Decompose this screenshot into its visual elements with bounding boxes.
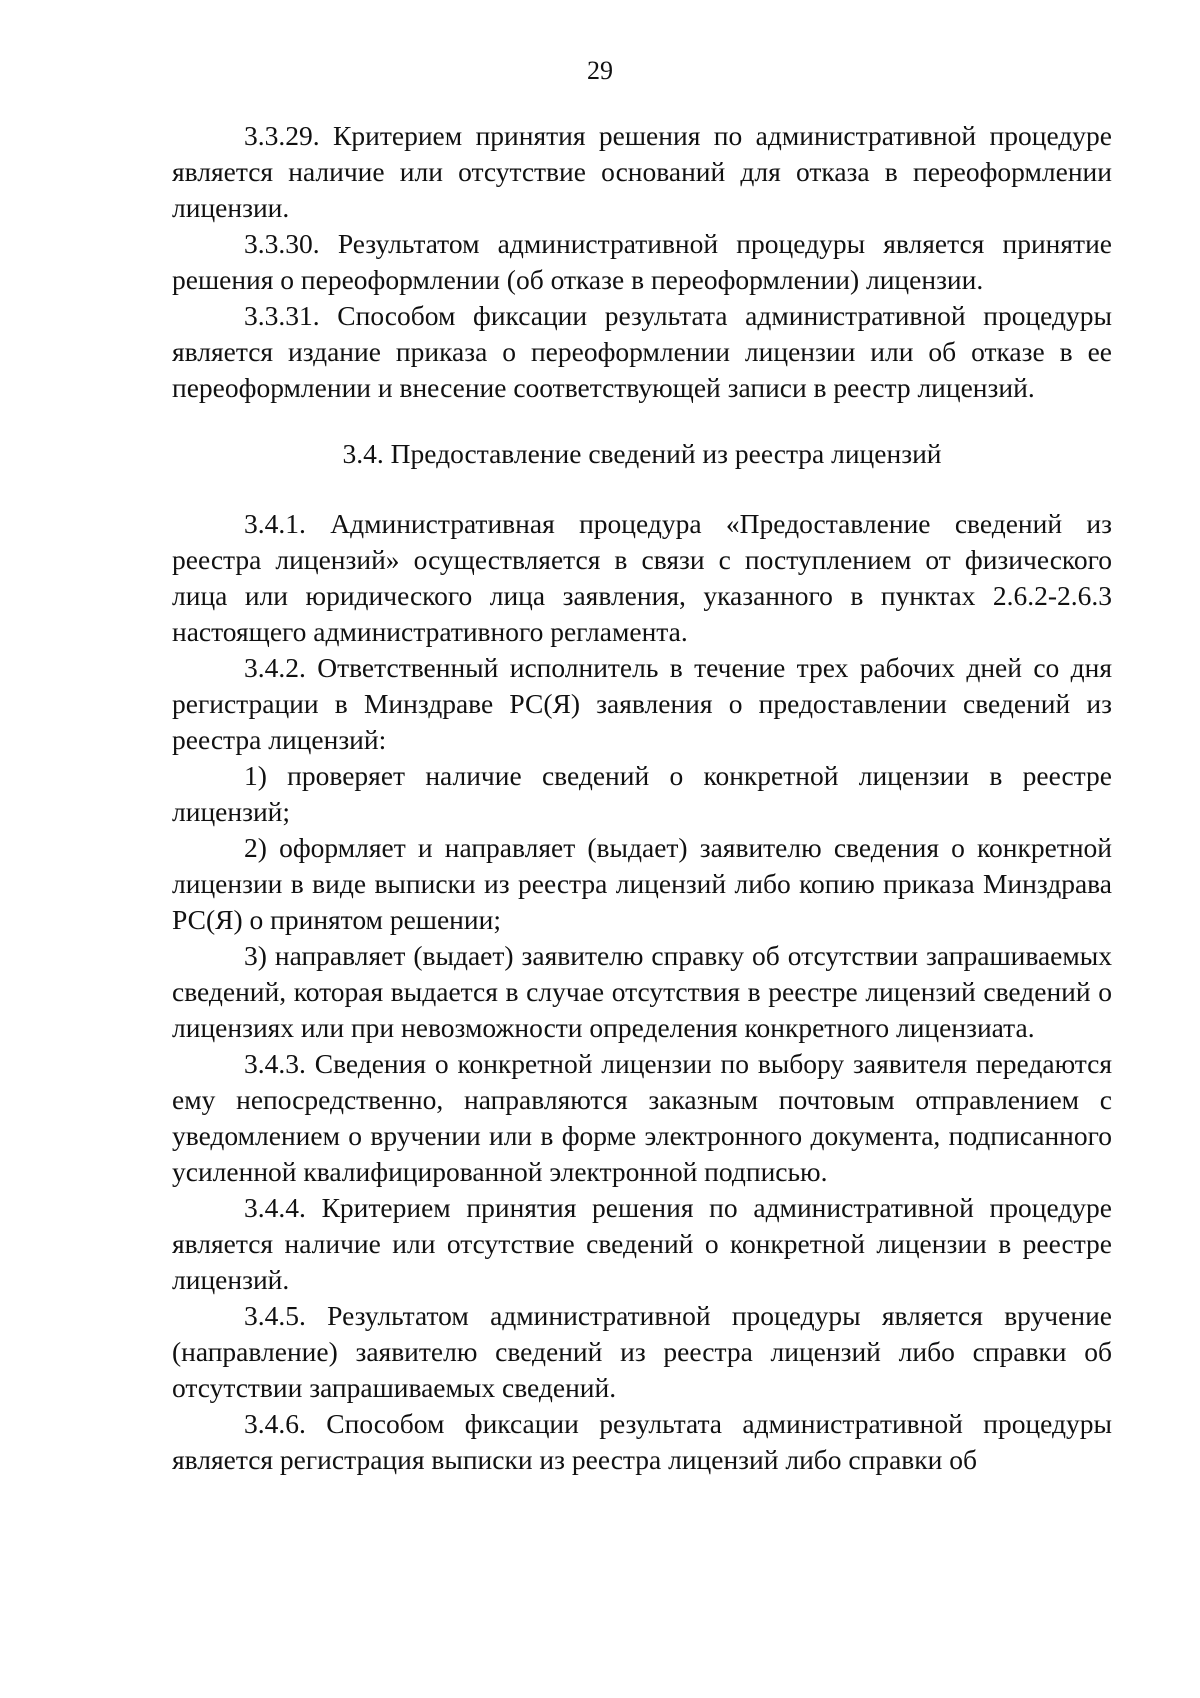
- paragraph-3-4-6: 3.4.6. Способом фиксации результата административной процедуры является регистрация выписки из реестра лицензий либо справки об: [172, 1408, 1112, 1475]
- paragraph-3-4-3: 3.4.3. Сведения о конкретной лицензии по выбору заявителя передаются ему непосредственно, направляются заказным почтовым отправлением с уведомлением о вручении или в форме электронного документа, подписанного усиленной квалифицированной электронной подписью.: [172, 1048, 1112, 1187]
- paragraph-3-3-30: 3.3.30. Результатом административной процедуры является принятие решения о переоформлении (об отказе в переоформлении) лицензии.: [172, 228, 1112, 295]
- list-item-1: 1) проверяет наличие сведений о конкретной лицензии в реестре лицензий;: [172, 760, 1112, 827]
- list-item-2: 2) оформляет и направляет (выдает) заявителю сведения о конкретной лицензии в виде выписки из реестра лицензий либо копию приказа Минздрава РС(Я) о принятом решении;: [172, 832, 1112, 935]
- document-body: [172, 118, 1112, 1478]
- paragraph-3-3-29: 3.3.29. Критерием принятия решения по административной процедуре является наличие или отсутствие оснований для отказа в переоформлении лицензии.: [172, 120, 1112, 223]
- paragraph-3-4-5: 3.4.5. Результатом административной процедуры является вручение (направление) заявителю сведений из реестра лицензий либо справки об отсутствии запрашиваемых сведений.: [172, 1300, 1112, 1403]
- section-heading-3-4: 3.4. Предоставление сведений из реестра лицензий: [342, 438, 942, 469]
- paragraph-3-4-1: 3.4.1. Административная процедура «Предоставление сведений из реестра лицензий» осуществляется в связи с поступлением от физического лица или юридического лица заявления, указанного в пунктах 2.6.2-2.6.3 настоящего административного регламента.: [172, 508, 1112, 647]
- paragraph-3-4-4: 3.4.4. Критерием принятия решения по административной процедуре является наличие или отсутствие сведений о конкретной лицензии в реестре лицензий.: [172, 1192, 1112, 1295]
- page-number: 29: [587, 56, 613, 85]
- paragraph-3-4-2: 3.4.2. Ответственный исполнитель в течение трех рабочих дней со дня регистрации в Минздраве РС(Я) заявления о предоставлении сведений из реестра лицензий:: [172, 652, 1112, 755]
- paragraph-3-3-31: 3.3.31. Способом фиксации результата административной процедуры является издание приказа о переоформлении лицензии или об отказе в ее переоформлении и внесение соответствующей записи в реестр лицензий.: [172, 300, 1112, 403]
- list-item-3: 3) направляет (выдает) заявителю справку об отсутствии запрашиваемых сведений, которая выдается в случае отсутствия в реестре лицензий сведений о лицензиях или при невозможности определения конкретного лицензиата.: [172, 940, 1112, 1043]
